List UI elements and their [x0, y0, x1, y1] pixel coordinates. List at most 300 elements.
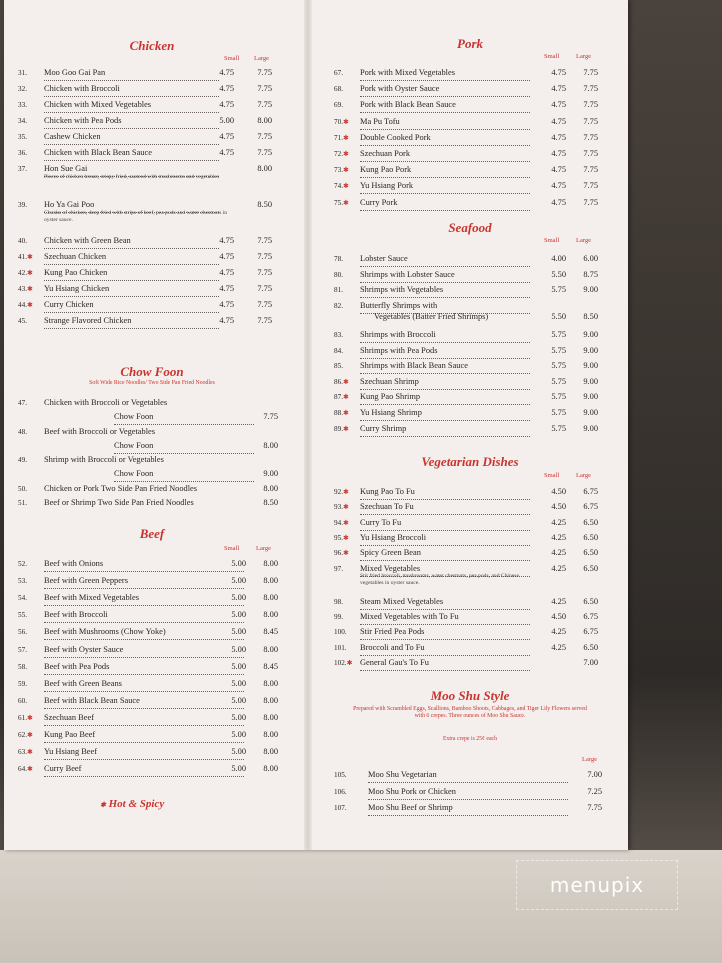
menu-item-row	[18, 660, 286, 674]
item-name: Szechuan Shrimp	[360, 375, 530, 390]
hot-pepper-icon: ✱	[26, 301, 33, 309]
item-number: 33.	[18, 101, 27, 109]
item-number: 47.	[18, 399, 27, 407]
price-large: 7.75	[257, 252, 272, 261]
item-number: 98.	[334, 597, 343, 606]
price-large: 6.75	[583, 487, 598, 496]
item-name: Yu Hsiang Beef	[44, 745, 244, 760]
price-large: 9.00	[583, 345, 598, 355]
price: 9.00	[263, 469, 278, 478]
menu-item-row	[18, 453, 286, 467]
item-number: 42.✱	[18, 269, 33, 277]
item-name: Kung Pao To Fu	[360, 485, 530, 500]
menu-item-row	[18, 82, 286, 96]
size-label-small: Small	[224, 545, 240, 552]
section-title-vegetarian: Vegetarian Dishes	[421, 454, 519, 469]
item-name: Beef with Mixed Vegetables	[44, 591, 244, 606]
price-small: 4.25	[551, 596, 566, 606]
price-large: 7.75	[257, 148, 272, 157]
price-large: 7.75	[257, 132, 272, 141]
item-name: Pork with Mixed Vegetables	[360, 66, 530, 81]
price-large: 7.75	[583, 84, 598, 94]
price-large: 7.75	[257, 100, 272, 109]
item-number: 100.	[334, 628, 347, 637]
menu-item-row	[334, 406, 606, 420]
hot-pepper-icon: ✱	[26, 731, 33, 739]
item-name: Kung Pao Chicken	[44, 266, 219, 281]
price-small: 5.75	[551, 345, 566, 355]
item-description: Pieces of chicken breast, crispy fried, sauteed with mushrooms and vegetables	[44, 174, 220, 180]
item-name: Beef with Broccoli or Vegetables	[44, 426, 156, 436]
item-number: 80.	[334, 270, 343, 279]
price-small: 5.75	[551, 423, 566, 433]
hot-spicy-legend	[100, 798, 164, 810]
menu-item-row	[334, 131, 606, 145]
price-small: 4.25	[551, 548, 566, 558]
menu-item-row	[18, 298, 286, 312]
menu-item-row	[18, 66, 286, 80]
price-small: 5.00	[231, 610, 246, 620]
price-large: 9.00	[583, 408, 598, 417]
price-large: 6.00	[583, 254, 598, 263]
hot-pepper-icon: ✱	[26, 713, 33, 722]
item-name: Beef with Black Bean Sauce	[44, 694, 244, 709]
price-small: 4.75	[219, 252, 234, 261]
item-name: Double Cooked Pork	[360, 131, 530, 146]
item-name: Pork with Black Bean Sauce	[360, 98, 530, 113]
item-name: Beef with Green Peppers	[44, 574, 244, 589]
menu-item-row	[334, 625, 606, 639]
hot-pepper-icon: ✱	[342, 166, 349, 175]
price-large: 8.00	[263, 593, 278, 603]
price-small: 4.25	[551, 532, 566, 542]
menu-item-row	[18, 314, 286, 328]
price-small: 4.25	[551, 642, 566, 652]
hot-pepper-icon: ✱	[342, 488, 349, 496]
item-name: Szechuan To Fu	[360, 500, 530, 515]
menu-item-row	[334, 422, 606, 436]
menu-item-row	[334, 656, 606, 670]
menu-item-row	[18, 250, 286, 264]
item-number: 36.	[18, 149, 27, 157]
price-large: 6.50	[583, 548, 598, 558]
item-name: Shrimps with Lobster Sauce	[360, 268, 530, 283]
item-name: Szechuan Beef	[44, 711, 244, 726]
price-large: 8.00	[263, 576, 278, 586]
item-name: Yu Hsiang Pork	[360, 179, 530, 194]
menu-item-row	[334, 98, 606, 112]
item-name: Curry Shrimp	[360, 422, 530, 437]
section-title-beef: Beef	[139, 526, 165, 541]
price-large: 7.75	[583, 149, 598, 158]
menu-item-row	[334, 595, 606, 609]
item-name: Stir Fried Pea Pods	[360, 625, 530, 640]
item-name: Shrimps with Pea Pods	[360, 344, 530, 359]
price-large: 7.75	[257, 300, 272, 309]
size-label-large: Large	[256, 545, 272, 552]
price-large: 8.00	[263, 764, 278, 774]
price-large: 6.50	[583, 517, 598, 527]
item-number: 83.	[334, 331, 343, 339]
price-large: 8.45	[263, 661, 278, 671]
hot-pepper-icon: ✱	[342, 409, 349, 417]
item-number: 88.✱	[334, 409, 349, 417]
item-number: 57.	[18, 645, 27, 654]
menu-item-row	[334, 82, 606, 96]
hot-pepper-icon: ✱	[342, 393, 349, 402]
item-name: Shrimps with Black Bean Sauce	[360, 359, 530, 374]
price-small: 4.75	[551, 181, 566, 191]
menu-item-row	[334, 785, 606, 799]
menu-item-row	[18, 130, 286, 144]
item-number: 52.	[18, 560, 27, 568]
menu-sheet	[4, 0, 628, 850]
item-name: Moo Shu Vegetarian	[368, 768, 568, 783]
item-number: 99.	[334, 613, 343, 622]
price-small: 4.75	[219, 100, 234, 109]
item-number: 72.✱	[334, 150, 349, 158]
item-number: 48.	[18, 427, 27, 436]
price-small: 4.75	[219, 84, 234, 93]
hot-pepper-icon: ✱	[26, 253, 33, 261]
item-number: 75.✱	[334, 198, 349, 207]
hot-pepper-icon: ✱	[342, 198, 349, 207]
item-name: Hon Sue Gai	[44, 162, 219, 177]
item-number: 102.✱	[334, 659, 353, 667]
item-number: 62.✱	[18, 731, 33, 739]
item-name: General Gau's To Fu	[360, 656, 530, 671]
item-number: 81.	[334, 286, 343, 295]
price-small: 5.75	[551, 376, 566, 386]
price-small: 4.75	[219, 316, 234, 325]
item-name: Spicy Green Bean	[360, 546, 530, 561]
item-number: 89.✱	[334, 424, 349, 433]
price-large: 8.00	[257, 164, 272, 173]
hot-pepper-icon: ✱	[342, 182, 349, 191]
item-number: 53.	[18, 577, 27, 586]
hot-pepper-icon: ✱	[342, 150, 349, 158]
hot-pepper-icon: ✱	[346, 659, 353, 667]
menu-item-row	[334, 546, 606, 560]
price-small: 4.50	[551, 612, 566, 622]
price-small: 4.75	[219, 132, 234, 141]
item-name: Steam Mixed Vegetables	[360, 595, 530, 610]
item-name: Beef with Green Beans	[44, 677, 244, 692]
item-name: Curry Chicken	[44, 298, 219, 313]
price-small: 5.00	[231, 644, 246, 654]
price-large: 7.75	[257, 84, 272, 93]
price-small: 5.00	[231, 661, 246, 671]
price-small: 5.75	[551, 361, 566, 371]
price-large: 7.75	[583, 100, 598, 110]
price-small: 5.50	[551, 269, 566, 279]
price: 7.75	[263, 412, 278, 421]
price-small: 5.00	[231, 576, 246, 586]
item-name: Yu Hsiang Chicken	[44, 282, 219, 297]
menu-item-row	[18, 557, 286, 571]
item-number: 92.✱	[334, 488, 349, 496]
price-small: 5.00	[231, 747, 246, 757]
item-number: 70.✱	[334, 117, 349, 126]
item-number: 95.✱	[334, 533, 349, 542]
price-small: 4.75	[219, 284, 234, 293]
price-large: 7.75	[257, 284, 272, 293]
item-number: 107.	[334, 804, 347, 812]
item-number: 40.	[18, 237, 27, 245]
menu-item-row	[334, 344, 606, 358]
price-small: 4.75	[551, 149, 566, 158]
item-number: 93.✱	[334, 503, 349, 512]
item-number: 69.	[334, 101, 343, 110]
price-small: 4.50	[551, 487, 566, 496]
item-number: 35.	[18, 133, 27, 141]
menupix-watermark: menupix	[516, 860, 678, 910]
moo-shu-note: Prepared with Scrambled Eggs, Scallions, Bamboo Shoots, Cabbages, and Tiger Lily Flowers served with 6 crepes. Three ounces of Moo Shu Sauce.	[353, 706, 587, 719]
menu-item-row	[334, 390, 606, 404]
price-large: 7.75	[583, 197, 598, 207]
price-large: 8.45	[263, 627, 278, 637]
item-name: Mixed Vegetables with To Fu	[360, 610, 530, 625]
item-name: Curry To Fu	[360, 516, 530, 531]
price-large: 8.50	[583, 312, 598, 322]
item-number: 71.✱	[334, 133, 349, 142]
hot-pepper-icon: ✱	[342, 424, 349, 433]
menu-item-row	[334, 641, 606, 655]
menu-item-row-cont	[334, 310, 606, 324]
item-number: 61.✱	[18, 713, 33, 722]
size-label-large: Large	[576, 53, 592, 60]
price-large: 8.00	[263, 610, 278, 620]
price-small: 5.00	[231, 559, 246, 568]
price-small: 4.75	[551, 132, 566, 142]
size-label-small: Small	[224, 55, 240, 62]
menu-item-row	[334, 500, 606, 514]
menu-item-row	[18, 98, 286, 112]
price-small: 4.75	[219, 68, 234, 77]
price-large: 6.50	[583, 596, 598, 606]
price: 8.50	[263, 498, 278, 507]
item-number: 50.	[18, 484, 27, 493]
hot-pepper-icon: ✱	[342, 503, 349, 512]
item-number: 68.	[334, 85, 343, 94]
price-small: 5.50	[551, 312, 566, 322]
menu-item-row	[18, 625, 286, 639]
size-label-large: Large	[582, 756, 598, 763]
price-large: 7.75	[257, 236, 272, 245]
item-name: Beef with Pea Pods	[44, 660, 244, 675]
item-number: 31.	[18, 69, 27, 77]
price-large: 7.75	[587, 803, 602, 812]
size-label-small: Small	[544, 237, 560, 244]
hot-pepper-icon: ✱	[26, 285, 33, 293]
item-name: Beef with Mushrooms (Chow Yoke)	[44, 625, 244, 640]
menu-item-row	[18, 496, 286, 510]
price-large: 8.00	[263, 747, 278, 757]
price-large: 9.00	[583, 285, 598, 295]
item-name: Chicken with Broccoli or Vegetables	[44, 398, 168, 407]
menu-item-row-cont	[18, 467, 286, 481]
price-small: 4.75	[551, 100, 566, 110]
item-number: 59.	[18, 679, 27, 688]
menu-item-row	[334, 268, 606, 282]
price-small: 5.00	[231, 678, 246, 688]
item-name: Szechuan Chicken	[44, 250, 219, 265]
item-name: Ho Ya Gai Poo	[44, 198, 219, 213]
size-label-small: Small	[544, 53, 560, 60]
item-name: Moo Goo Gai Pan	[44, 66, 219, 81]
item-number: 54.	[18, 594, 27, 603]
menu-item-row	[334, 768, 606, 782]
menu-item-row	[18, 282, 286, 296]
item-name: Chicken with Pea Pods	[44, 114, 219, 129]
price-large: 7.75	[583, 68, 598, 77]
item-name: Moo Shu Beef or Shrimp	[368, 801, 568, 816]
section-title-seafood: Seafood	[448, 220, 492, 235]
menu-item-row	[334, 66, 606, 80]
price-large: 8.00	[263, 712, 278, 722]
hot-pepper-icon: ✱	[342, 533, 349, 542]
chow-foon-note: Soft Wide Rice Noodles/ Two Side Pan Fried Noodles	[89, 380, 215, 386]
price-small: 4.75	[551, 68, 566, 77]
price-large: 6.50	[583, 532, 598, 542]
menu-item-row	[18, 643, 286, 657]
menu-item-row	[334, 252, 606, 266]
item-name: Beef with Broccoli	[44, 608, 244, 623]
item-name: Chicken with Broccoli	[44, 82, 219, 97]
moo-shu-extra: Extra crepe is 25¢ each	[442, 736, 498, 742]
menu-item-row	[18, 694, 286, 708]
menu-item-row	[18, 745, 286, 759]
item-number: 43.✱	[18, 285, 33, 293]
menu-item-row	[334, 179, 606, 193]
menu-item-row	[334, 531, 606, 545]
item-name: Moo Shu Pork or Chicken	[368, 785, 568, 800]
price-large: 6.50	[583, 642, 598, 652]
item-number: 44.✱	[18, 301, 33, 309]
price-small: 5.75	[551, 392, 566, 402]
price-large: 7.75	[583, 132, 598, 142]
hot-pepper-icon: ✱	[100, 801, 106, 809]
item-name-cont: Chow Foon	[114, 410, 254, 425]
item-name: Mixed Vegetables	[360, 562, 530, 577]
price-small: 5.00	[231, 730, 246, 739]
item-number: 37.	[18, 165, 27, 173]
price-large: 7.75	[257, 68, 272, 77]
item-number: 105.	[334, 771, 347, 779]
section-title-chow-foon: Chow Foon	[120, 364, 184, 379]
menu-item-row	[18, 114, 286, 128]
item-description: Stir fried broccoli, mushrooms, water chestnuts, pea pods, and Chinese vegetables in oyster sauce.	[360, 572, 519, 586]
section-title-chicken: Chicken	[129, 38, 175, 53]
price-large: 7.00	[583, 658, 598, 667]
item-name: Chicken with Mixed Vegetables	[44, 98, 219, 113]
price-small: 4.50	[551, 502, 566, 512]
menu-item-row	[334, 801, 606, 815]
price-small: 5.00	[219, 116, 234, 125]
item-number: 32.	[18, 85, 27, 93]
price-large: 7.75	[583, 116, 598, 126]
menu-item-row	[334, 485, 606, 499]
menu-item-row	[18, 482, 286, 496]
item-number: 51.	[18, 499, 27, 507]
item-name: Chicken with Green Bean	[44, 234, 219, 249]
size-label-large: Large	[254, 55, 270, 62]
item-name-cont: Chow Foon	[114, 439, 254, 454]
menu-item-row	[18, 425, 286, 439]
item-description: Chunks of chicken, deep fried with strips of beef, pea pods and water chestnuts in oyster sauce.	[44, 210, 227, 223]
item-number: 96.✱	[334, 549, 349, 558]
item-number: 85.	[334, 362, 343, 371]
menu-item-row	[334, 115, 606, 129]
item-name: Strange Flavored Chicken	[44, 314, 219, 329]
item-number: 34.	[18, 117, 27, 125]
price-small: 4.75	[551, 116, 566, 126]
menu-item-row	[18, 266, 286, 280]
item-name: Kung Pao Shrimp	[360, 390, 530, 405]
item-name: Curry Pork	[360, 196, 530, 211]
price-small: 4.75	[219, 268, 234, 277]
item-name: Lobster Sauce	[360, 252, 530, 267]
price-small: 4.25	[551, 563, 566, 573]
price-small: 4.75	[219, 236, 234, 245]
menu-item-row	[18, 234, 286, 248]
price-large: 7.25	[587, 786, 602, 796]
item-number: 49.	[18, 456, 27, 464]
price-large: 9.00	[583, 423, 598, 433]
hot-pepper-icon: ✱	[26, 748, 33, 757]
price-small: 4.25	[551, 517, 566, 527]
menu-item-row	[18, 762, 286, 776]
menu-item-row	[18, 591, 286, 605]
price-small: 5.00	[231, 695, 246, 705]
price-large: 9.00	[583, 376, 598, 386]
price-large: 6.75	[583, 627, 598, 637]
price-small: 5.00	[231, 627, 246, 637]
price-large: 7.00	[587, 770, 602, 779]
item-name: Yu Hsiang Broccoli	[360, 531, 530, 546]
item-name-cont: Chow Foon	[114, 467, 254, 482]
menu-item-row	[334, 196, 606, 210]
item-name: Curry Beef	[44, 762, 244, 777]
item-number: 45.	[18, 317, 27, 325]
menu-item-row	[18, 608, 286, 622]
item-name: Cashew Chicken	[44, 130, 219, 145]
price-small: 5.75	[551, 408, 566, 417]
price-small: 4.00	[551, 254, 566, 263]
item-number: 87.✱	[334, 393, 349, 402]
item-name: Pork with Oyster Sauce	[360, 82, 530, 97]
item-name-cont: Vegetables (Batter Fried Shrimps)	[374, 312, 489, 322]
price-large: 7.75	[257, 316, 272, 325]
item-number: 86.✱	[334, 377, 349, 386]
item-name: Shrimps with Broccoli	[360, 328, 530, 343]
menu-item-row	[18, 677, 286, 691]
item-name: Butterfly Shrimps with	[360, 299, 530, 314]
menu-item-row-cont	[18, 439, 286, 453]
menu-item-row	[334, 610, 606, 624]
price-large: 7.75	[583, 165, 598, 175]
menu-item-row	[334, 163, 606, 177]
item-number: 101.	[334, 643, 347, 652]
price-small: 5.75	[551, 330, 566, 339]
price-large: 7.75	[257, 268, 272, 277]
menu-item-row	[18, 711, 286, 725]
menu-item-row	[334, 328, 606, 342]
price-small: 5.00	[231, 712, 246, 722]
item-number: 82.	[334, 301, 343, 310]
item-number: 41.✱	[18, 253, 33, 261]
price-large: 8.50	[257, 200, 272, 209]
